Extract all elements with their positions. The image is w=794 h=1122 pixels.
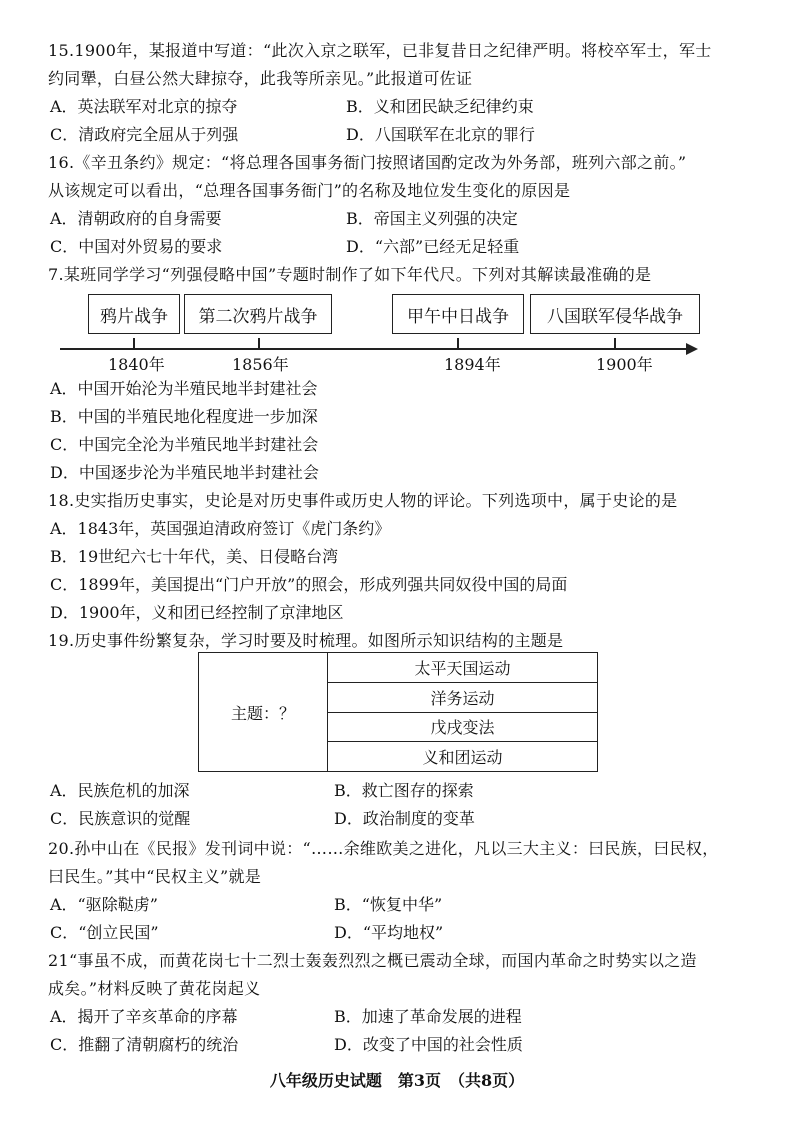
timeline-event-sino-japanese-war: 甲午中日战争 [392, 294, 524, 334]
topic-item: 义和团运动 [328, 742, 598, 772]
q15-option-d: D．八国联军在北京的罪行 [346, 125, 535, 144]
q19-option-a: A．民族危机的加深 [50, 781, 190, 800]
q16-option-c: C．中国对外贸易的要求 [50, 237, 223, 256]
topic-item: 洋务运动 [328, 682, 598, 712]
q15-option-b: B．义和团民缺乏纪律约束 [346, 97, 534, 116]
q15-option-c: C．清政府完全屈从于列强 [50, 125, 239, 144]
knowledge-structure-table [198, 652, 598, 772]
q17-option-c: C．中国完全沦为半殖民地半封建社会 [50, 435, 319, 454]
q16-stem-line1: 16.《辛丑条约》规定：“将总理各国事务衙门按照诸国酌定改为外务部，班列六部之前。” [48, 153, 687, 172]
timeline-tick [258, 338, 260, 348]
q21-option-d: D．改变了中国的社会性质 [334, 1035, 523, 1054]
q21-stem-line1: 21“事虽不成，而黄花岗七十二烈士轰轰烈烈之概已震动全球，而国内革命之时势实以之造 [48, 951, 697, 970]
timeline-year: 1856年 [232, 355, 289, 374]
q21-stem-line2: 成矣。”材料反映了黄花岗起义 [48, 979, 261, 998]
timeline-event-eight-nation-alliance: 八国联军侵华战争 [530, 294, 700, 334]
q17-option-b: B．中国的半殖民地化程度进一步加深 [50, 407, 318, 426]
q16-option-d: D．“六部”已经无足轻重 [346, 237, 520, 256]
q18-option-c: C．1899年，美国提出“门户开放”的照会，形成列强共同奴役中国的局面 [50, 575, 568, 594]
q17-stem: 7.某班同学学习“列强侵略中国”专题时制作了如下年代尺。下列对其解读最准确的是 [48, 265, 652, 284]
timeline-arrow-icon [686, 343, 698, 355]
q20-stem-line2: 曰民生。”其中“民权主义”就是 [48, 867, 262, 886]
q17-option-d: D．中国逐步沦为半殖民地半封建社会 [50, 463, 319, 482]
q21-option-a: A．揭开了辛亥革命的序幕 [50, 1007, 238, 1026]
q20-option-c: C．“创立民国” [50, 923, 159, 942]
timeline-event-second-opium-war: 第二次鸦片战争 [184, 294, 332, 334]
q15-option-a: A．英法联军对北京的掠夺 [50, 97, 238, 116]
q18-option-a: A．1843年，英国强迫清政府签订《虎门条约》 [50, 519, 391, 538]
q20-option-a: A．“驱除鞑虏” [50, 895, 158, 914]
q16-stem-line2: 从该规定可以看出，“总理各国事务衙门”的名称及地位发生变化的原因是 [48, 181, 571, 200]
q21-option-c: C．推翻了清朝腐朽的统治 [50, 1035, 239, 1054]
q20-stem-line1: 20.孙中山在《民报》发刊词中说：“……余维欧美之进化，凡以三大主义：曰民族，曰民权， [48, 839, 719, 858]
q20-option-d: D．“平均地权” [334, 923, 444, 942]
q15-stem-line1: 15.1900年，某报道中写道：“此次入京之联军，已非复昔日之纪律严明。将校卒军士，军士 [48, 41, 712, 60]
timeline-year: 1894年 [444, 355, 501, 374]
q18-option-b: B．19世纪六七十年代，美、日侵略台湾 [50, 547, 339, 566]
q20-option-b: B．“恢复中华” [334, 895, 443, 914]
q19-stem: 19.历史事件纷繁复杂，学习时要及时梳理。如图所示知识结构的主题是 [48, 631, 564, 650]
topic-item: 太平天国运动 [328, 653, 598, 683]
q15-stem-line2: 约同犟，白昼公然大肆掠夺，此我等所亲见。”此报道可佐证 [48, 69, 473, 88]
timeline-event-opium-war: 鸦片战争 [88, 294, 180, 334]
q19-option-d: D．政治制度的变革 [334, 809, 475, 828]
timeline-tick [457, 338, 459, 348]
timeline-year: 1900年 [596, 355, 653, 374]
q18-option-d: D．1900年，义和团已经控制了京津地区 [50, 603, 344, 622]
page-footer: 八年级历史试题 第3页 （共8页） [269, 1071, 525, 1090]
topic-item: 戊戌变法 [328, 712, 598, 742]
q16-option-a: A．清朝政府的自身需要 [50, 209, 222, 228]
q18-stem: 18.史实指历史事实，史论是对历史事件或历史人物的评论。下列选项中，属于史论的是 [48, 491, 678, 510]
q19-option-c: C．民族意识的觉醒 [50, 809, 191, 828]
q21-option-b: B．加速了革命发展的进程 [334, 1007, 522, 1026]
q19-option-b: B．救亡图存的探索 [334, 781, 474, 800]
topic-label: 主题：？ [199, 653, 328, 772]
timeline-tick [614, 338, 616, 348]
timeline-year: 1840年 [108, 355, 165, 374]
timeline-axis [60, 348, 690, 350]
q16-option-b: B．帝国主义列强的决定 [346, 209, 518, 228]
timeline-tick [133, 338, 135, 348]
q17-option-a: A．中国开始沦为半殖民地半封建社会 [50, 379, 318, 398]
